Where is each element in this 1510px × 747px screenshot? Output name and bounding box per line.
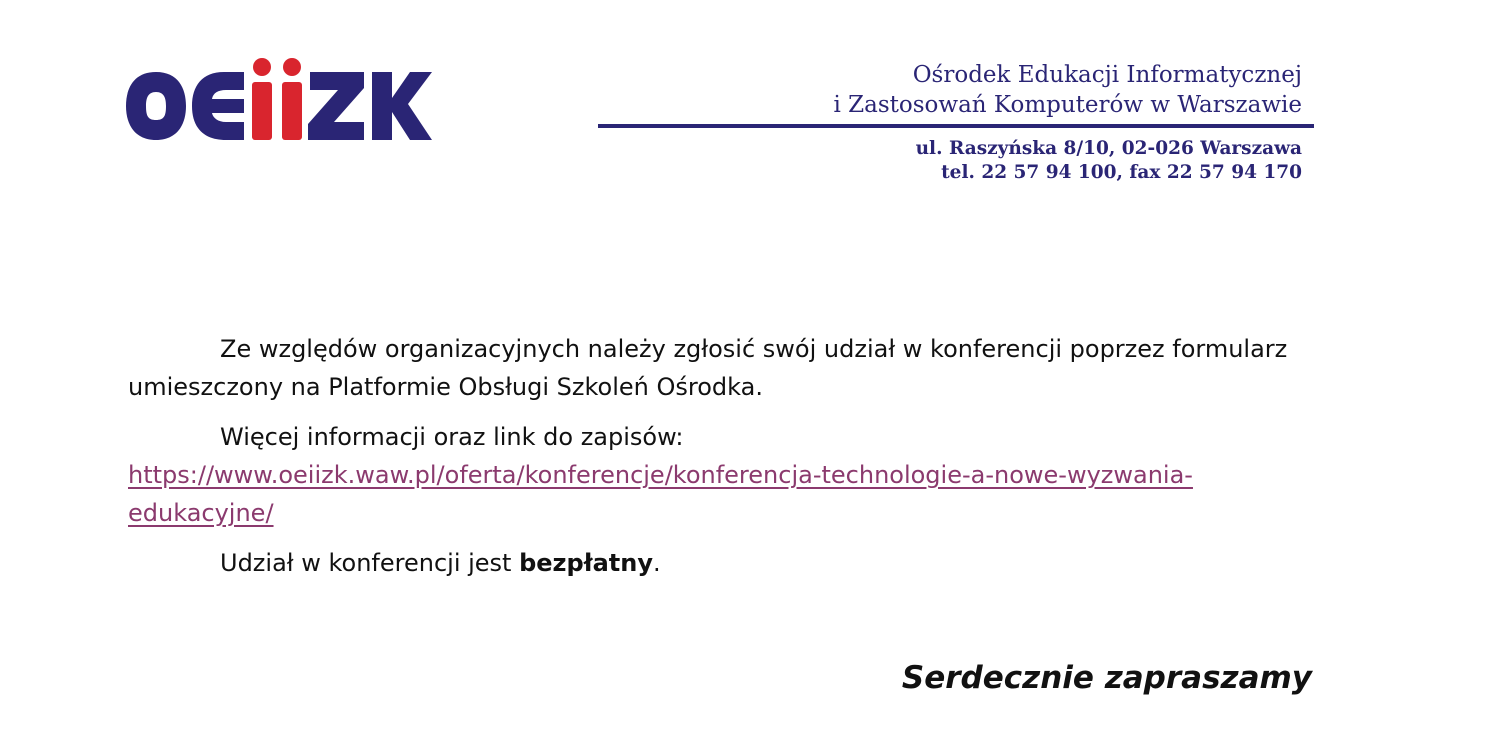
info-intro-text: Więcej informacji oraz link do zapisów: bbox=[220, 423, 684, 451]
free-participation-paragraph bbox=[128, 544, 1318, 582]
organization-name-line2: i Zastosowań Komputerów w Warszawie bbox=[833, 92, 1302, 118]
organization-address: ul. Raszyńska 8/10, 02-026 Warszawa bbox=[915, 138, 1302, 159]
letter-body bbox=[128, 330, 1318, 594]
free-participation-prefix: Udział w konferencji jest bbox=[220, 549, 520, 577]
info-paragraph bbox=[128, 418, 1318, 532]
organization-name bbox=[598, 60, 1314, 120]
organization-header bbox=[598, 60, 1314, 185]
registration-text: Ze względów organizacyjnych należy zgłosić swój udział w konferencji poprzez formularz umieszczony na Platformie Obsługi Szkoleń Ośrodka. bbox=[128, 335, 1288, 401]
organization-contact bbox=[598, 137, 1314, 185]
organization-phone: tel. 22 57 94 100, fax 22 57 94 170 bbox=[941, 162, 1302, 183]
organization-name-line1: Ośrodek Edukacji Informatycznej bbox=[912, 62, 1302, 88]
free-participation-bold: bezpłatny bbox=[519, 549, 654, 577]
header-divider bbox=[598, 124, 1314, 128]
registration-paragraph bbox=[128, 330, 1318, 406]
registration-link[interactable]: https://www.oeiizk.waw.pl/oferta/konferencje/konferencja-technologie-a-nowe-wyzwania-edukacyjne/ bbox=[128, 461, 1193, 527]
closing-invitation: Serdecznie zapraszamy bbox=[901, 660, 1312, 696]
free-participation-suffix: . bbox=[653, 549, 661, 577]
oeiizk-logo bbox=[126, 58, 432, 142]
